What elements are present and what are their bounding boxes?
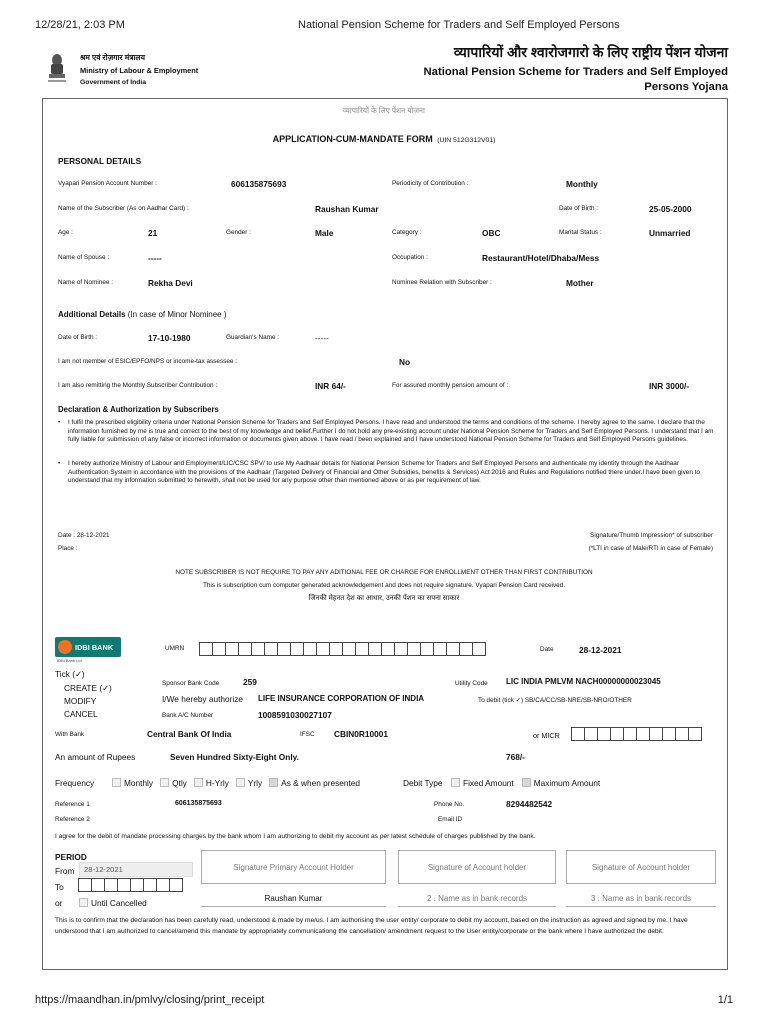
with-bank-value: Central Bank Of India bbox=[147, 729, 232, 739]
relation-value: Mother bbox=[566, 278, 594, 288]
umrn-label: UMRN bbox=[165, 645, 185, 652]
period-label: PERIOD bbox=[55, 852, 87, 862]
umrn-boxes[interactable] bbox=[200, 642, 486, 656]
guardian-name-label: Guardian's Name : bbox=[226, 334, 280, 341]
to-label: To bbox=[55, 882, 64, 892]
category-value: OBC bbox=[482, 228, 501, 238]
checkbox-icon bbox=[451, 778, 460, 787]
debit-maximum-label: Maximum Amount bbox=[533, 778, 601, 788]
frequency-label: Frequency bbox=[55, 778, 95, 788]
debit-type-options bbox=[451, 778, 600, 788]
from-date-field[interactable]: 28-12-2021 bbox=[79, 862, 193, 877]
guardian-dob-label: Date of Birth : bbox=[58, 334, 98, 341]
debit-fixed[interactable] bbox=[451, 778, 514, 788]
age-label: Age : bbox=[58, 229, 73, 236]
form-title bbox=[0, 129, 768, 147]
occupation-value: Restaurant/Hotel/Dhaba/Mess bbox=[482, 253, 600, 263]
print-page-count: 1/1 bbox=[717, 994, 733, 1006]
freq-monthly-label: Monthly bbox=[124, 778, 154, 788]
amount-label: An amount of Rupees bbox=[55, 752, 136, 762]
nominee-label: Name of Nominee : bbox=[58, 279, 114, 286]
esic-label: I am not member of ESIC/EPFO/NPS or income-tax assessee : bbox=[58, 358, 238, 365]
freq-qtly-label: Qtly bbox=[172, 778, 187, 788]
holder1-name: Raushan Kumar bbox=[201, 894, 386, 907]
signature-thumb-label: Signature/Thumb Impression* of subscriber bbox=[590, 532, 713, 539]
mandate-date-value: 28-12-2021 bbox=[579, 645, 622, 655]
ref1-label: Reference 1 bbox=[55, 801, 90, 808]
ref2-label: Reference 2 bbox=[55, 816, 90, 823]
checkbox-icon bbox=[160, 778, 169, 787]
checkbox-icon bbox=[269, 778, 278, 787]
checkbox-icon bbox=[79, 898, 88, 907]
utility-value: LIC INDIA PMLVM NACH00000000023045 bbox=[506, 677, 661, 686]
freq-yrly[interactable] bbox=[236, 778, 262, 788]
guardian-dob-value: 17-10-1980 bbox=[148, 333, 191, 343]
freq-as-presented-label: As & when presented bbox=[281, 778, 361, 788]
ministry-hindi: श्रम एवं रोज़गार मंत्रालय bbox=[80, 53, 145, 62]
freq-monthly[interactable] bbox=[112, 778, 153, 788]
national-emblem-icon bbox=[45, 52, 69, 86]
periodicity-label: Periodicity of Contribution : bbox=[392, 180, 469, 187]
utility-label: Utility Code bbox=[455, 680, 488, 687]
from-label: From bbox=[55, 866, 75, 876]
holder2-name: 2 . Name as in bank records bbox=[398, 894, 556, 907]
gender-value: Male bbox=[315, 228, 334, 238]
phone-label: Phone No. bbox=[434, 801, 465, 808]
ifsc-value: CBIN0R10001 bbox=[334, 729, 388, 739]
subscriber-name-value: Raushan Kumar bbox=[315, 204, 379, 214]
frequency-options bbox=[112, 778, 360, 788]
additional-heading-note: (In case of Minor Nominee ) bbox=[125, 310, 227, 319]
with-bank-label: With Bank bbox=[55, 731, 85, 738]
freq-hyrly[interactable] bbox=[194, 778, 229, 788]
ifsc-label: IFSC bbox=[300, 731, 315, 738]
periodicity-value: Monthly bbox=[566, 179, 598, 189]
additional-heading bbox=[58, 310, 227, 319]
checkbox-icon bbox=[194, 778, 203, 787]
account-value: 606135875693 bbox=[231, 179, 287, 189]
nominee-value: Rekha Devi bbox=[148, 278, 193, 288]
checkbox-icon bbox=[236, 778, 245, 787]
marital-label: Marital Status : bbox=[559, 229, 602, 236]
subscriber-name-label: Name of the Subscriber (As on Aadhar Card) : bbox=[58, 205, 189, 212]
idbi-logo-icon bbox=[58, 640, 72, 654]
government-name: Government of India bbox=[80, 79, 147, 86]
amount-words: Seven Hundred Sixty-Eight Only. bbox=[170, 752, 299, 762]
signature-primary-box[interactable] bbox=[201, 850, 386, 884]
age-value: 21 bbox=[148, 228, 158, 238]
agree-text: I agree for the debit of mandate processing charges by the bank whom I am authorizing to debit my account as per latest schedule of charges published by the bank. bbox=[55, 833, 536, 840]
email-label: Email ID bbox=[438, 816, 463, 823]
amount-value: 768/- bbox=[506, 752, 525, 762]
assured-label: For assured monthly pension amount of : bbox=[392, 382, 509, 389]
marital-value: Unmarried bbox=[649, 228, 691, 238]
scheme-title-line1: National Pension Scheme for Traders and Self Employed bbox=[423, 66, 728, 78]
declaration-bullet-2: • I hereby authorize Ministry of Labour and Employment/LIC/CSC SPV/ to use My Aadhaar details for National Pension Scheme for Traders and Self Employed Persons and authenticate my identity through the Aadhaar Authentication System in accordance with the provisions of the Aadhaar (Targeted Delivery of Financial and Other Subsidies, benefits & Services) Act 2016 and Rules and Regulations notified there under.I have been given to understand that my information submitted to herewith, shall not be used for any purpose other than mentioned above or as per requirement of law. bbox=[58, 460, 718, 486]
declaration-bullet-1: • I fulfil the prescribed eligibility criteria under National Pension Scheme for Traders and Self Employed Persons. I have read and understood the terms and conditions of the scheme. I hereby agree to the same. I declare that the information furnished by me is true and correct to the best of my knowledge and belief.Further I do not hold any pre-existing account under National Pension Scheme for Traders and Self Employed Persons. I understand that I am fully liable for submission of any false or incorrect information or documents given above. I have read / been explained and I have understood National Pension Scheme for Traders and Self Employed Persons guidelines. bbox=[58, 419, 718, 445]
modify-option[interactable]: MODIFY bbox=[64, 696, 97, 706]
until-cancelled[interactable] bbox=[79, 898, 147, 908]
ref1-value: 606135875693 bbox=[175, 800, 222, 807]
signature-holder3-box[interactable] bbox=[566, 850, 716, 884]
esic-value: No bbox=[399, 357, 411, 367]
print-datetime: 12/28/21, 2:03 PM bbox=[35, 19, 125, 31]
sponsor-value: 259 bbox=[243, 677, 257, 687]
mandate-date-label: Date bbox=[540, 646, 554, 653]
remit-value: INR 64/- bbox=[315, 381, 346, 391]
signoff-date: Date : 28-12-2021 bbox=[58, 532, 110, 539]
assured-value: INR 3000/- bbox=[649, 381, 690, 391]
signature-holder3-label: Signature of Account holder bbox=[591, 862, 691, 872]
remit-label: I am also remitting the Monthly Subscriber Contribution : bbox=[58, 382, 218, 389]
debit-fixed-label: Fixed Amount bbox=[463, 778, 514, 788]
or-label: or bbox=[55, 898, 63, 908]
checkbox-icon bbox=[112, 778, 121, 787]
occupation-label: Occupation : bbox=[392, 254, 428, 261]
debit-type-label: Debit Type bbox=[403, 778, 443, 788]
acct-label: Bank A/C Number bbox=[162, 712, 214, 719]
idbi-bank-logo bbox=[55, 637, 121, 657]
form-uin: (UIN 512G312V01) bbox=[437, 137, 496, 144]
scheme-title-line2: Persons Yojana bbox=[644, 81, 728, 93]
spouse-value: ----- bbox=[148, 253, 162, 263]
idbi-logo-sub: IDBI Bank Ltd bbox=[57, 658, 82, 663]
cancel-option[interactable]: CANCEL bbox=[64, 709, 98, 719]
relation-label: Nominee Relation with Subscriber : bbox=[392, 279, 492, 286]
signature-holder2-label: Signature of Account holder bbox=[427, 862, 527, 872]
category-label: Category : bbox=[392, 229, 422, 236]
freq-yrly-label: Yrly bbox=[247, 778, 263, 788]
additional-heading-text: Additional Details bbox=[58, 310, 126, 319]
authorize-label: I/We hereby authorize bbox=[162, 694, 244, 704]
debit-maximum[interactable] bbox=[522, 778, 600, 788]
until-cancelled-label: Until Cancelled bbox=[91, 898, 147, 908]
checkbox-icon bbox=[522, 778, 531, 787]
create-option[interactable]: CREATE (✓) bbox=[64, 683, 112, 693]
signature-primary-label: Signature Primary Account Holder bbox=[233, 862, 354, 872]
acct-value: 1008591030027107 bbox=[258, 710, 332, 720]
ministry-name: Ministry of Labour & Employment bbox=[80, 66, 199, 75]
form-title-text: APPLICATION-CUM-MANDATE FORM bbox=[272, 134, 433, 144]
print-url: https://maandhan.in/pmlvy/closing/print_receipt bbox=[35, 994, 265, 1006]
print-page-title: National Pension Scheme for Traders and Self Employed Persons bbox=[298, 19, 620, 31]
form-hindi-subtitle: व्यापारियों के लिए पेंशन योजना bbox=[343, 106, 425, 115]
dob-value: 25-05-2000 bbox=[649, 204, 692, 214]
note-line2: This is subscription cum computer generated acknowledgement and does not require signature. Vyapari Pension Card received. bbox=[202, 582, 566, 589]
guardian-name-value: ----- bbox=[315, 333, 329, 343]
signoff-place: Place : bbox=[58, 545, 78, 552]
signature-holder2-box[interactable] bbox=[398, 850, 556, 884]
phone-value: 8294482542 bbox=[506, 799, 553, 809]
confirm-text: This is to confirm that the declaration has been carefully read, understood & made by me/us. I am authorising the user entity/ corporate to debit my account, based on the instruction as agreed and signed by me. I have understood that I am authorized to cancel/amend this mandate by appropriately communicationg the cancellation/ amendment request to the User entity/corporate or the bank where I have authorized the debit. bbox=[55, 917, 688, 935]
debit-to-label: To debit (tick ✓) SB/CA/CC/SB-NRE/SB-NRO/OTHER bbox=[478, 697, 632, 704]
micr-boxes[interactable] bbox=[572, 727, 702, 741]
holder3-name: 3 . Name as in bank records bbox=[566, 894, 716, 907]
personal-details-heading: PERSONAL DETAILS bbox=[58, 156, 142, 166]
signature-thumb-note: (*LTI in case of Male/RTI in case of Female) bbox=[588, 545, 713, 552]
dob-label: Date of Birth : bbox=[559, 205, 599, 212]
idbi-logo-text: IDBI BANK bbox=[75, 642, 114, 652]
sponsor-label: Sponsor Bank Code bbox=[162, 680, 220, 687]
freq-hyrly-label: H-Yrly bbox=[205, 778, 229, 788]
freq-as-presented[interactable] bbox=[269, 778, 360, 788]
gender-label: Gender : bbox=[226, 229, 251, 236]
tick-label: Tick (✓) bbox=[55, 669, 85, 679]
account-label: Vyapari Pension Account Number : bbox=[58, 180, 157, 187]
micr-label: or MICR bbox=[533, 731, 560, 740]
spouse-label: Name of Spouse : bbox=[58, 254, 110, 261]
note-line3: जिनकी मेहनत देश का आधार, उनकी पेंशन का सपना साकार bbox=[308, 595, 460, 602]
freq-qtly[interactable] bbox=[160, 778, 187, 788]
declaration-heading: Declaration & Authorization by Subscribers bbox=[58, 405, 219, 414]
authorize-value: LIFE INSURANCE CORPORATION OF INDIA bbox=[258, 694, 425, 703]
scheme-hindi-title: व्यापारियों और श्वारोजगारो के लिए राष्ट्रीय पेंशन योजना bbox=[453, 44, 728, 60]
to-date-boxes[interactable] bbox=[79, 878, 183, 892]
note-line1: NOTE SUBSCRIBER IS NOT REQUIRE TO PAY ANY ADITIONAL FEE OR CHARGE FOR ENROLLMENT OTHER THAN FIRST CONTRIBUTION bbox=[175, 569, 593, 576]
